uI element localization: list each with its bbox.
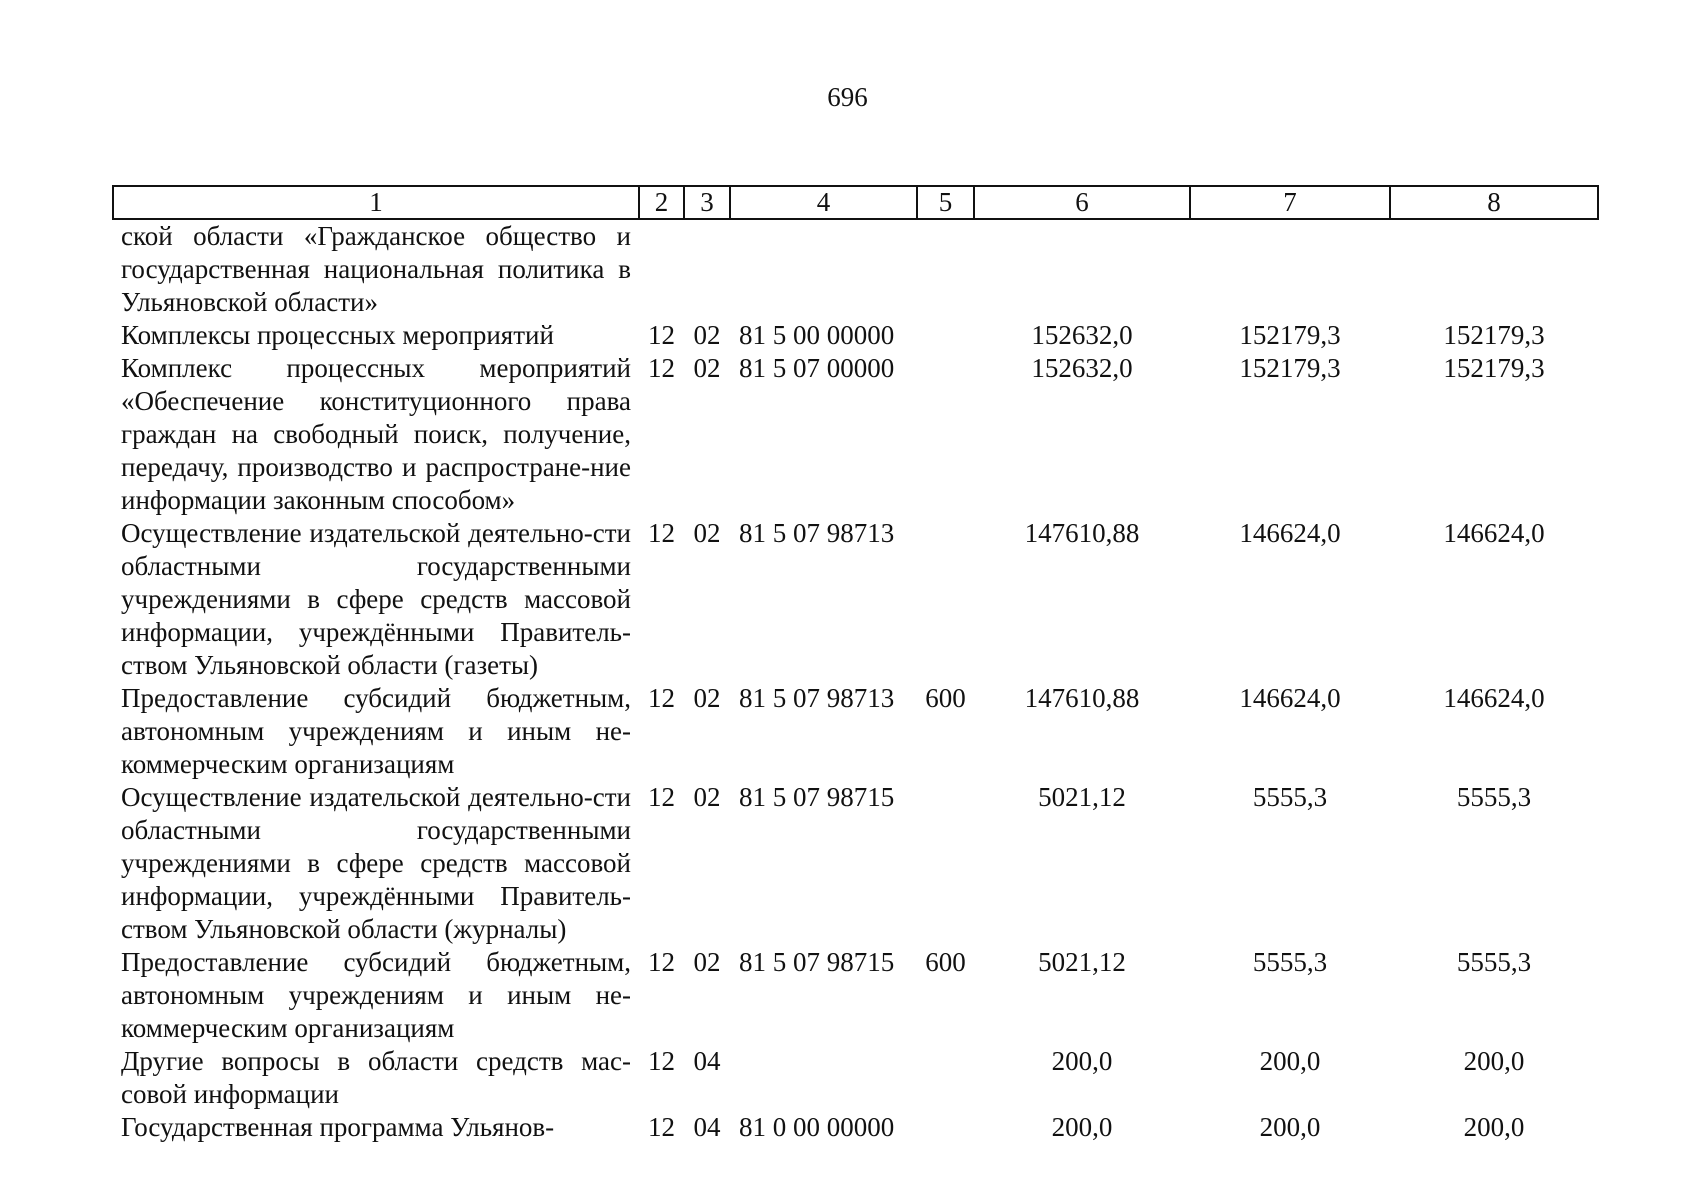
row-section: 12 bbox=[648, 320, 675, 350]
row-name: Предоставление субсидий бюджетным, автономным учреждениям и иным не-коммерческим организациям bbox=[121, 947, 631, 1043]
row-value-col6: 152632,0 bbox=[1031, 320, 1133, 350]
row-expense-type: 600 bbox=[925, 947, 966, 977]
row-subsection: 02 bbox=[693, 518, 721, 548]
row-subsection: 02 bbox=[693, 353, 721, 383]
row-target-code: 81 5 07 98715 bbox=[739, 947, 895, 977]
row-name: Осуществление издательской деятельно-сти областными государственными учреждениями в сфере средств массовой информации, учреждёнными Правитель-ством Ульяновской области (газеты) bbox=[121, 518, 631, 680]
table-row bbox=[113, 352, 1598, 517]
table-header bbox=[113, 186, 1598, 219]
row-section: 12 bbox=[648, 518, 675, 548]
row-value-col8: 5555,3 bbox=[1456, 947, 1532, 977]
row-expense-type bbox=[917, 319, 974, 352]
row-section: 12 bbox=[648, 782, 675, 812]
header-col-6: 6 bbox=[974, 186, 1190, 219]
row-value-col8: 200,0 bbox=[1463, 1046, 1525, 1076]
row-name: Предоставление субсидий бюджетным, автономным учреждениям и иным не-коммерческим организациям bbox=[121, 683, 631, 779]
row-value-col6: 147610,88 bbox=[1024, 683, 1140, 713]
row-name: Осуществление издательской деятельно-сти областными государственными учреждениями в сфере средств массовой информации, учреждёнными Правитель-ством Ульяновской области (журналы) bbox=[121, 782, 631, 944]
row-name: Государственная программа Ульянов- bbox=[121, 1112, 555, 1142]
row-target-code: 81 5 07 98715 bbox=[739, 782, 895, 812]
row-value-col6: 5021,12 bbox=[1038, 947, 1126, 977]
row-name: Комплексы процессных мероприятий bbox=[121, 320, 554, 350]
row-value-col8: 146624,0 bbox=[1443, 518, 1545, 548]
row-value-col6: 147610,88 bbox=[1024, 518, 1140, 548]
row-subsection: 02 bbox=[693, 947, 721, 977]
budget-table bbox=[112, 185, 1599, 1144]
table-body bbox=[113, 219, 1598, 1144]
table-row bbox=[113, 517, 1598, 682]
header-col-4: 4 bbox=[730, 186, 917, 219]
row-subsection: 02 bbox=[693, 683, 721, 713]
row-target-code: 81 5 07 98713 bbox=[739, 683, 895, 713]
row-subsection bbox=[684, 219, 730, 319]
table-row bbox=[113, 319, 1598, 352]
row-subsection: 04 bbox=[693, 1046, 721, 1076]
row-section bbox=[639, 219, 684, 319]
row-target-code: 81 5 00 00000 bbox=[739, 320, 895, 350]
header-col-5: 5 bbox=[917, 186, 974, 219]
header-col-1: 1 bbox=[113, 186, 639, 219]
row-target-code bbox=[730, 1045, 917, 1111]
row-target-code: 81 5 07 98713 bbox=[739, 518, 895, 548]
row-subsection: 02 bbox=[693, 320, 721, 350]
row-name: Другие вопросы в области средств мас-совой информации bbox=[121, 1046, 631, 1109]
row-target-code: 81 5 07 00000 bbox=[739, 353, 895, 383]
row-value-col7: 200,0 bbox=[1259, 1046, 1321, 1076]
row-value-col7: 152179,3 bbox=[1239, 353, 1341, 383]
row-section: 12 bbox=[648, 1112, 675, 1142]
row-value-col6: 200,0 bbox=[1051, 1112, 1113, 1142]
header-col-7: 7 bbox=[1190, 186, 1390, 219]
row-section: 12 bbox=[648, 1046, 675, 1076]
row-value-col8: 200,0 bbox=[1463, 1112, 1525, 1142]
row-target-code bbox=[730, 219, 917, 319]
row-value-col6: 152632,0 bbox=[1031, 353, 1133, 383]
row-value-col8 bbox=[1390, 219, 1598, 319]
row-value-col8: 5555,3 bbox=[1456, 782, 1532, 812]
row-value-col7: 152179,3 bbox=[1239, 320, 1341, 350]
row-expense-type bbox=[917, 1111, 974, 1144]
header-row bbox=[113, 186, 1598, 219]
row-subsection: 04 bbox=[693, 1112, 721, 1142]
row-name: ской области «Гражданское общество и государственная национальная политика в Ульяновской области» bbox=[121, 221, 631, 317]
row-value-col7: 5555,3 bbox=[1252, 782, 1328, 812]
row-value-col8: 152179,3 bbox=[1443, 320, 1545, 350]
table-row bbox=[113, 682, 1598, 781]
header-col-8: 8 bbox=[1390, 186, 1598, 219]
row-expense-type bbox=[917, 781, 974, 946]
row-expense-type bbox=[917, 517, 974, 682]
header-col-3: 3 bbox=[684, 186, 730, 219]
table-row bbox=[113, 1045, 1598, 1111]
table-row bbox=[113, 946, 1598, 1045]
row-value-col6 bbox=[974, 219, 1190, 319]
row-section: 12 bbox=[648, 683, 675, 713]
row-value-col7: 146624,0 bbox=[1239, 683, 1341, 713]
row-name: Комплекс процессных мероприятий «Обеспечение конституционного права граждан на свободный поиск, получение, передачу, производство и распростране-ние информации законным способом» bbox=[121, 353, 631, 515]
row-value-col6: 5021,12 bbox=[1038, 782, 1126, 812]
row-expense-type bbox=[917, 219, 974, 319]
row-expense-type: 600 bbox=[925, 683, 966, 713]
page-number: 696 bbox=[827, 82, 868, 112]
header-col-2: 2 bbox=[639, 186, 684, 219]
row-subsection: 02 bbox=[693, 782, 721, 812]
row-value-col7: 5555,3 bbox=[1252, 947, 1328, 977]
row-value-col7 bbox=[1190, 219, 1390, 319]
row-target-code: 81 0 00 00000 bbox=[739, 1112, 895, 1142]
row-value-col7: 146624,0 bbox=[1239, 518, 1341, 548]
row-value-col8: 152179,3 bbox=[1443, 353, 1545, 383]
row-value-col7: 200,0 bbox=[1259, 1112, 1321, 1142]
row-expense-type bbox=[917, 352, 974, 517]
table-row bbox=[113, 781, 1598, 946]
row-value-col6: 200,0 bbox=[1051, 1046, 1113, 1076]
table-row bbox=[113, 1111, 1598, 1144]
row-value-col8: 146624,0 bbox=[1443, 683, 1545, 713]
row-section: 12 bbox=[648, 353, 675, 383]
row-section: 12 bbox=[648, 947, 675, 977]
row-expense-type bbox=[917, 1045, 974, 1111]
table-row bbox=[113, 219, 1598, 319]
